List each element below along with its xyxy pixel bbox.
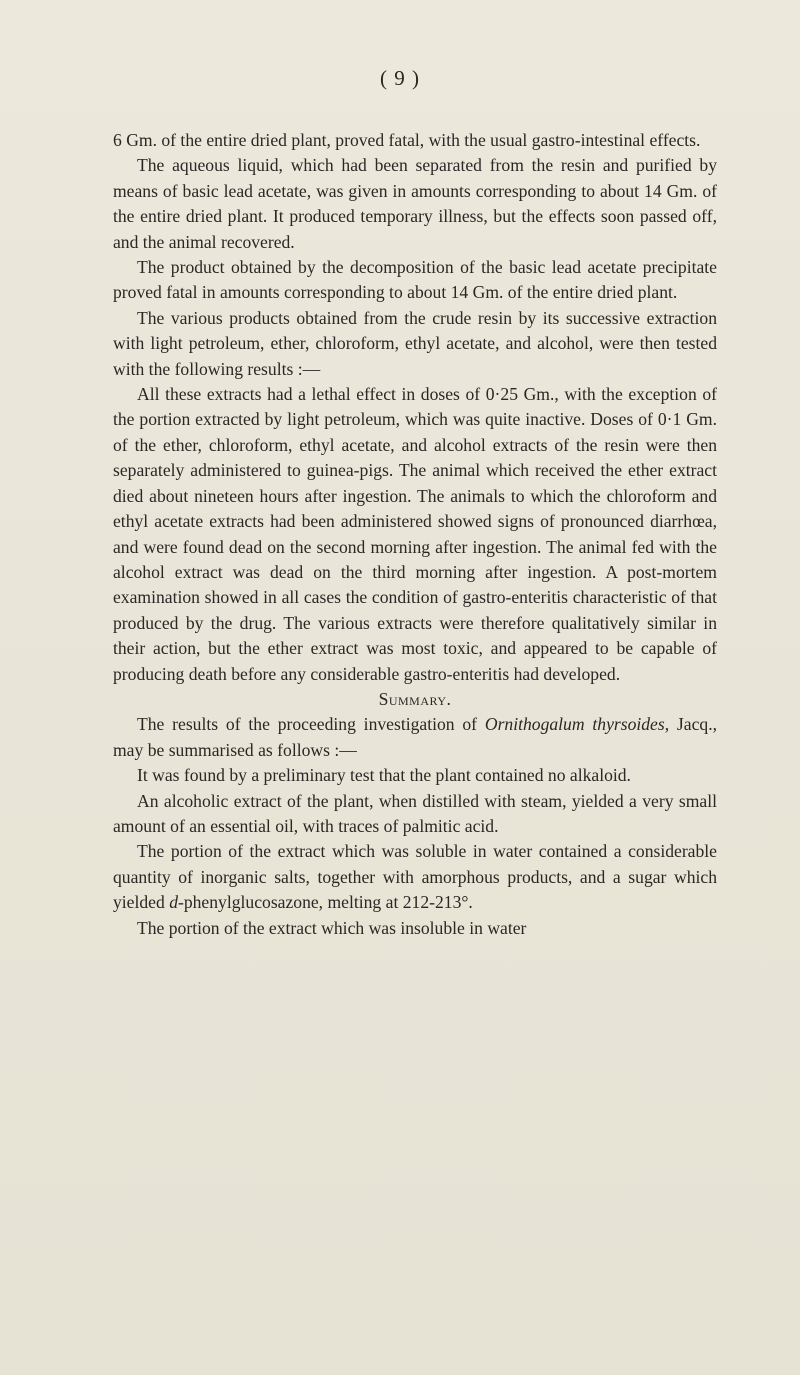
summary-essential-oil: An alcoholic extract of the plant, when distilled with steam, yielded a very small amount of an essential oil, with traces of palmitic acid.	[113, 790, 717, 836]
summary-alkaloid: It was found by a preliminary test that the plant contained no alkaloid.	[137, 765, 631, 786]
paragraph-lead-acetate-product: The product obtained by the decomposition of the basic lead acetate precipitate proved fatal in amounts corresponding to about 14 Gm. of the entire dried plant.	[113, 257, 717, 303]
summary-intro-before: The results of the proceeding investigation of	[137, 714, 485, 735]
paragraph-aqueous-liquid: The aqueous liquid, which had been separated from the resin and purified by means of basic lead acetate, was given in amounts corresponding to about 14 Gm. of the entire dried plant. It produced temporary illness, but the effects soon passed off, and the animal recovered.	[113, 155, 717, 252]
body-text	[113, 128, 717, 941]
paragraph-continuation: 6 Gm. of the entire dried plant, proved fatal, with the usual gastro-intestinal effects.	[113, 130, 701, 150]
paragraph-resin-extraction: The various products obtained from the crude resin by its successive extraction with light petroleum, ether, chloroform, ethyl acetate, and alcohol, were then tested with the following results :—	[113, 307, 717, 379]
summary-heading: Summary.	[378, 688, 452, 709]
summary-intro-after: , Jacq., may be summarised as follows :—	[113, 714, 717, 760]
summary-insoluble-portion: The portion of the extract which was insoluble in water	[137, 917, 527, 938]
species-name: Ornithogalum thyrsoides	[484, 714, 665, 735]
d-prefix: d	[169, 892, 178, 913]
summary-soluble-portion	[113, 839, 717, 915]
paragraph-extract-results: All these extracts had a lethal effect in doses of 0·25 Gm., with the exception of the portion extracted by light petroleum, which was quite inactive. Doses of 0·1 Gm. of the ether, chloroform, ethyl acetate, and alcohol extracts of the resin were then separately administered to guinea-pigs. The animal which received the ether extract died about nineteen hours after ingestion. The animals to which the chloroform and ethyl acetate extracts had been administered showed signs of pronounced diarrhœa, and were found dead on the second morning after ingestion. The animal fed with the alcohol extract was dead on the third morning after ingestion. A post-mortem examination showed in all cases the condition of gastro-enteritis characteristic of that produced by the drug. The various extracts were therefore qualitatively similar in their action, but the ether extract was most toxic, and appeared to be capable of producing death before any considerable gastro-enteritis had developed.	[113, 384, 717, 684]
summary-intro	[113, 712, 717, 763]
summary-soluble-after: -phenylglucosazone, melting at 212-213°.	[177, 892, 473, 913]
summary-soluble-before: The portion of the extract which was soluble in water contained a considerable quantity of inorganic salts, together with amorphous products, and a sugar which yielded	[113, 841, 717, 913]
page-number: ( 9 )	[380, 66, 420, 90]
